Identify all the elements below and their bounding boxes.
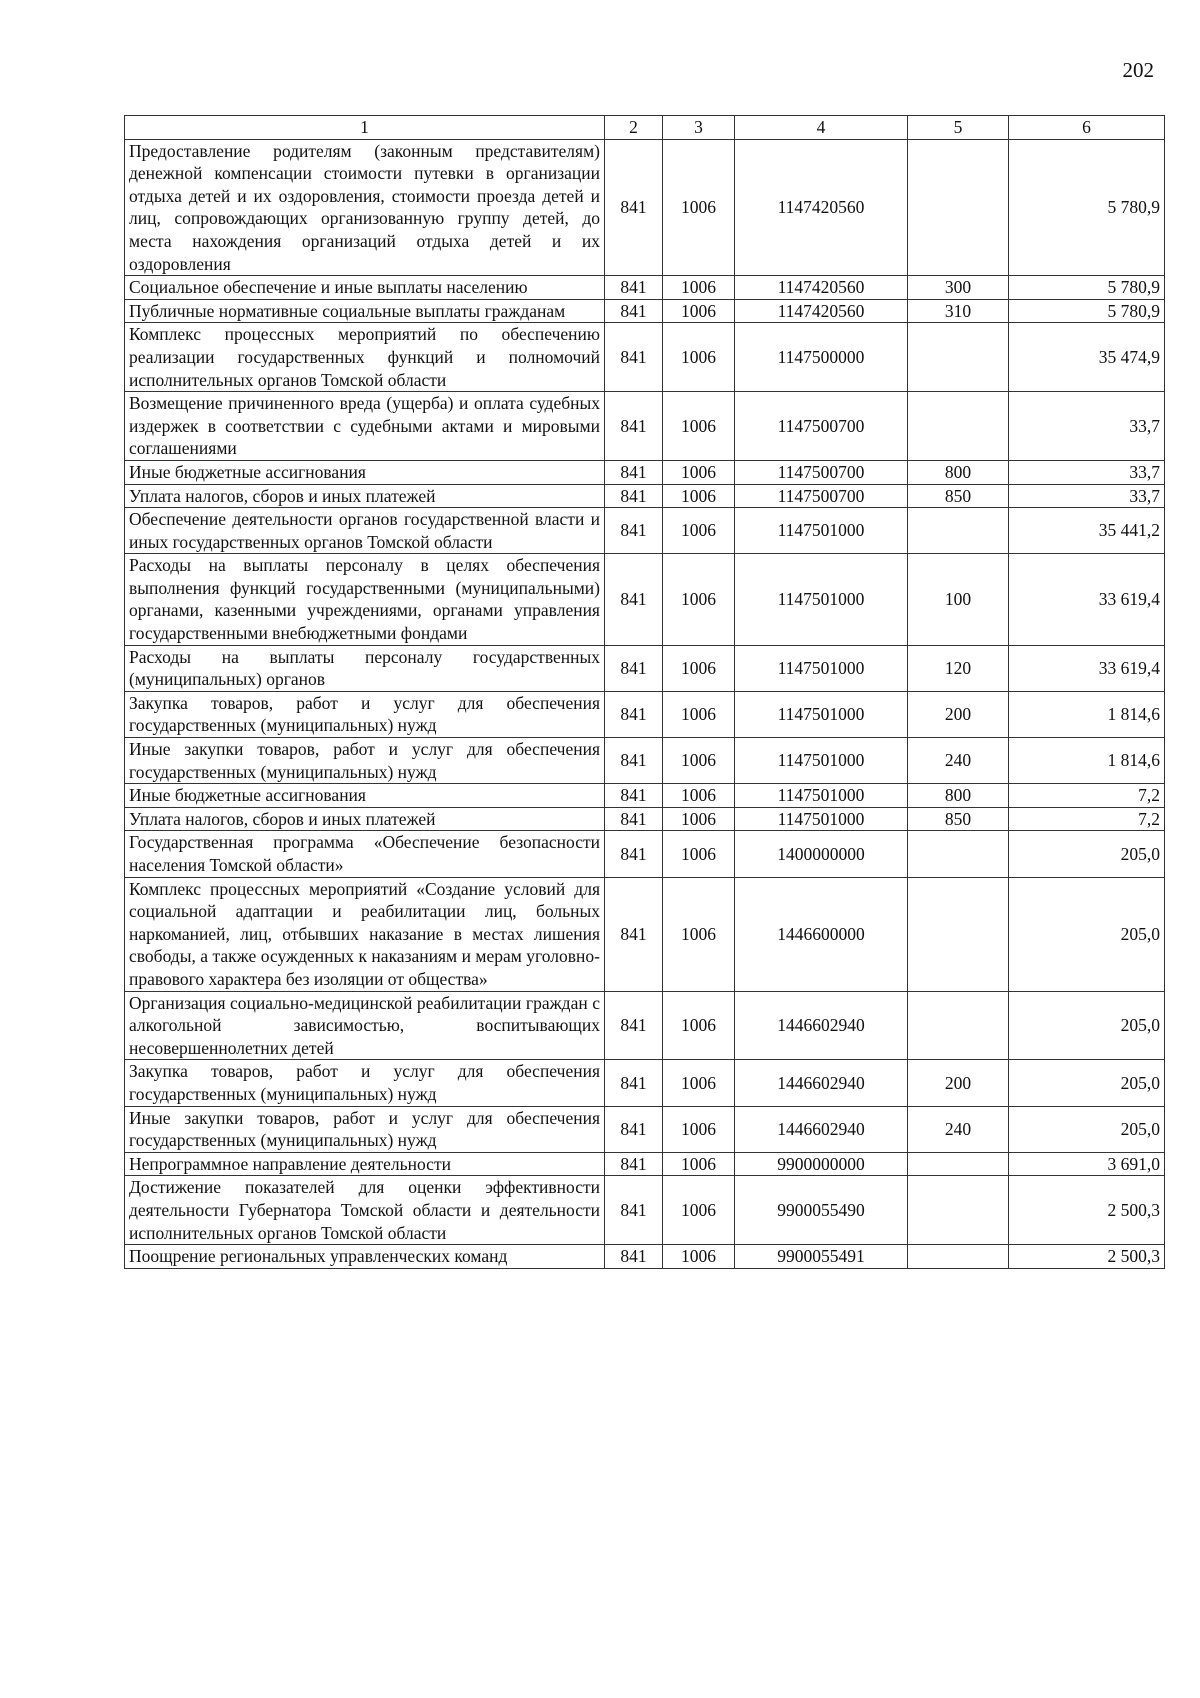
section-code: 1006	[663, 1245, 735, 1269]
expense-type-code: 310	[908, 299, 1009, 323]
grbs-code: 841	[605, 784, 663, 808]
grbs-code: 841	[605, 738, 663, 784]
amount: 205,0	[1009, 1106, 1165, 1152]
target-article-code: 1147501000	[735, 807, 908, 831]
amount: 33,7	[1009, 484, 1165, 508]
section-code: 1006	[663, 1060, 735, 1106]
section-code: 1006	[663, 877, 735, 991]
expense-type-code: 200	[908, 1060, 1009, 1106]
expense-type-code	[908, 139, 1009, 276]
expense-type-code	[908, 392, 1009, 461]
grbs-code: 841	[605, 554, 663, 645]
expense-type-code	[908, 323, 1009, 392]
grbs-code: 841	[605, 991, 663, 1060]
grbs-code: 841	[605, 691, 663, 737]
row-name: Достижение показателей для оценки эффективности деятельности Губернатора Томской области и деятельности исполнительных органов Томской области	[125, 1176, 605, 1245]
expense-type-code	[908, 1176, 1009, 1245]
row-name: Непрограммное направление деятельности	[125, 1152, 605, 1176]
table-row	[125, 1060, 1165, 1106]
grbs-code: 841	[605, 1060, 663, 1106]
section-code: 1006	[663, 645, 735, 691]
target-article-code: 1147500700	[735, 392, 908, 461]
table-row	[125, 807, 1165, 831]
target-article-code: 9900000000	[735, 1152, 908, 1176]
row-name: Иные закупки товаров, работ и услуг для обеспечения государственных (муниципальных) нужд	[125, 1106, 605, 1152]
amount: 35 474,9	[1009, 323, 1165, 392]
page-number: 202	[1122, 58, 1154, 82]
amount: 33 619,4	[1009, 554, 1165, 645]
table-row	[125, 276, 1165, 300]
amount: 7,2	[1009, 807, 1165, 831]
section-code: 1006	[663, 299, 735, 323]
row-name: Государственная программа «Обеспечение безопасности населения Томской области»	[125, 831, 605, 877]
section-code: 1006	[663, 807, 735, 831]
column-header: 3	[663, 116, 735, 140]
row-name: Поощрение региональных управленческих команд	[125, 1245, 605, 1269]
table-body	[125, 139, 1165, 1268]
grbs-code: 841	[605, 831, 663, 877]
grbs-code: 841	[605, 1106, 663, 1152]
section-code: 1006	[663, 484, 735, 508]
table-row	[125, 831, 1165, 877]
expense-type-code: 850	[908, 484, 1009, 508]
table-row	[125, 1176, 1165, 1245]
column-header: 2	[605, 116, 663, 140]
amount: 7,2	[1009, 784, 1165, 808]
section-code: 1006	[663, 554, 735, 645]
grbs-code: 841	[605, 1152, 663, 1176]
amount: 5 780,9	[1009, 139, 1165, 276]
amount: 33,7	[1009, 392, 1165, 461]
section-code: 1006	[663, 276, 735, 300]
expense-type-code	[908, 831, 1009, 877]
grbs-code: 841	[605, 508, 663, 554]
row-name: Иные бюджетные ассигнования	[125, 784, 605, 808]
target-article-code: 1147500700	[735, 484, 908, 508]
target-article-code: 1147420560	[735, 139, 908, 276]
table-row	[125, 877, 1165, 991]
row-name: Расходы на выплаты персоналу в целях обеспечения выполнения функций государственными (муниципальными) органами, казенными учреждениями, органами управления государственными внебюджетными фондами	[125, 554, 605, 645]
target-article-code: 1147501000	[735, 508, 908, 554]
table-row	[125, 784, 1165, 808]
expense-type-code	[908, 508, 1009, 554]
grbs-code: 841	[605, 877, 663, 991]
target-article-code: 1446602940	[735, 991, 908, 1060]
table-row	[125, 691, 1165, 737]
section-code: 1006	[663, 1106, 735, 1152]
amount: 33,7	[1009, 460, 1165, 484]
expense-type-code: 240	[908, 1106, 1009, 1152]
target-article-code: 1147501000	[735, 738, 908, 784]
table-row	[125, 484, 1165, 508]
target-article-code: 1147420560	[735, 276, 908, 300]
grbs-code: 841	[605, 299, 663, 323]
section-code: 1006	[663, 1152, 735, 1176]
row-name: Комплекс процессных мероприятий «Создание условий для социальной адаптации и реабилитации лиц, больных наркоманией, лиц, отбывших наказание в местах лишения свободы, а также осужденных к наказаниям и мерам уголовно-правового характера без изоляции от общества»	[125, 877, 605, 991]
amount: 2 500,3	[1009, 1245, 1165, 1269]
target-article-code: 1147500700	[735, 460, 908, 484]
target-article-code: 1147501000	[735, 784, 908, 808]
amount: 1 814,6	[1009, 691, 1165, 737]
table-row	[125, 139, 1165, 276]
row-name: Возмещение причиненного вреда (ущерба) и оплата судебных издержек в соответствии с судебными актами и мировыми соглашениями	[125, 392, 605, 461]
section-code: 1006	[663, 991, 735, 1060]
amount: 2 500,3	[1009, 1176, 1165, 1245]
row-name: Публичные нормативные социальные выплаты гражданам	[125, 299, 605, 323]
row-name: Уплата налогов, сборов и иных платежей	[125, 484, 605, 508]
row-name: Закупка товаров, работ и услуг для обеспечения государственных (муниципальных) нужд	[125, 1060, 605, 1106]
column-header: 1	[125, 116, 605, 140]
expense-type-code	[908, 991, 1009, 1060]
expense-type-code: 850	[908, 807, 1009, 831]
column-header: 5	[908, 116, 1009, 140]
amount: 3 691,0	[1009, 1152, 1165, 1176]
grbs-code: 841	[605, 323, 663, 392]
table-row	[125, 323, 1165, 392]
amount: 205,0	[1009, 991, 1165, 1060]
table-row	[125, 460, 1165, 484]
table-row	[125, 392, 1165, 461]
section-code: 1006	[663, 392, 735, 461]
section-code: 1006	[663, 1176, 735, 1245]
table-row	[125, 1152, 1165, 1176]
amount: 35 441,2	[1009, 508, 1165, 554]
amount: 5 780,9	[1009, 276, 1165, 300]
section-code: 1006	[663, 738, 735, 784]
grbs-code: 841	[605, 139, 663, 276]
table-row	[125, 645, 1165, 691]
expense-type-code	[908, 1152, 1009, 1176]
expense-type-code: 240	[908, 738, 1009, 784]
amount: 205,0	[1009, 877, 1165, 991]
amount: 5 780,9	[1009, 299, 1165, 323]
section-code: 1006	[663, 139, 735, 276]
target-article-code: 9900055491	[735, 1245, 908, 1269]
expense-type-code	[908, 877, 1009, 991]
column-header: 4	[735, 116, 908, 140]
grbs-code: 841	[605, 484, 663, 508]
table-row	[125, 508, 1165, 554]
grbs-code: 841	[605, 807, 663, 831]
section-code: 1006	[663, 831, 735, 877]
amount: 33 619,4	[1009, 645, 1165, 691]
expense-type-code: 100	[908, 554, 1009, 645]
target-article-code: 1147420560	[735, 299, 908, 323]
target-article-code: 1446600000	[735, 877, 908, 991]
row-name: Расходы на выплаты персоналу государственных (муниципальных) органов	[125, 645, 605, 691]
target-article-code: 1147501000	[735, 691, 908, 737]
row-name: Иные бюджетные ассигнования	[125, 460, 605, 484]
section-code: 1006	[663, 460, 735, 484]
grbs-code: 841	[605, 1245, 663, 1269]
amount: 205,0	[1009, 1060, 1165, 1106]
target-article-code: 9900055490	[735, 1176, 908, 1245]
section-code: 1006	[663, 784, 735, 808]
table-row	[125, 1245, 1165, 1269]
table-row	[125, 554, 1165, 645]
column-header: 6	[1009, 116, 1165, 140]
expense-type-code: 120	[908, 645, 1009, 691]
row-name: Организация социально-медицинской реабилитации граждан с алкогольной зависимостью, воспитывающих несовершеннолетних детей	[125, 991, 605, 1060]
target-article-code: 1446602940	[735, 1060, 908, 1106]
expense-type-code: 200	[908, 691, 1009, 737]
grbs-code: 841	[605, 276, 663, 300]
table-row	[125, 1106, 1165, 1152]
row-name: Уплата налогов, сборов и иных платежей	[125, 807, 605, 831]
row-name: Комплекс процессных мероприятий по обеспечению реализации государственных функций и полномочий исполнительных органов Томской области	[125, 323, 605, 392]
row-name: Закупка товаров, работ и услуг для обеспечения государственных (муниципальных) нужд	[125, 691, 605, 737]
row-name: Иные закупки товаров, работ и услуг для обеспечения государственных (муниципальных) нужд	[125, 738, 605, 784]
table-header-row	[125, 116, 1165, 140]
section-code: 1006	[663, 508, 735, 554]
section-code: 1006	[663, 691, 735, 737]
target-article-code: 1147500000	[735, 323, 908, 392]
grbs-code: 841	[605, 1176, 663, 1245]
grbs-code: 841	[605, 645, 663, 691]
target-article-code: 1446602940	[735, 1106, 908, 1152]
row-name: Предоставление родителям (законным представителям) денежной компенсации стоимости путевки в организации отдыха детей и их оздоровления, стоимости проезда детей и лиц, сопровождающих организованную группу детей, до места нахождения организаций отдыха детей и их оздоровления	[125, 139, 605, 276]
amount: 1 814,6	[1009, 738, 1165, 784]
expense-type-code: 300	[908, 276, 1009, 300]
section-code: 1006	[663, 323, 735, 392]
expense-type-code	[908, 1245, 1009, 1269]
expense-type-code: 800	[908, 784, 1009, 808]
table-row	[125, 738, 1165, 784]
table-row	[125, 991, 1165, 1060]
budget-table	[124, 115, 1165, 1269]
amount: 205,0	[1009, 831, 1165, 877]
target-article-code: 1147501000	[735, 645, 908, 691]
target-article-code: 1147501000	[735, 554, 908, 645]
grbs-code: 841	[605, 392, 663, 461]
row-name: Обеспечение деятельности органов государственной власти и иных государственных органов Томской области	[125, 508, 605, 554]
row-name: Социальное обеспечение и иные выплаты населению	[125, 276, 605, 300]
target-article-code: 1400000000	[735, 831, 908, 877]
table-row	[125, 299, 1165, 323]
grbs-code: 841	[605, 460, 663, 484]
expense-type-code: 800	[908, 460, 1009, 484]
